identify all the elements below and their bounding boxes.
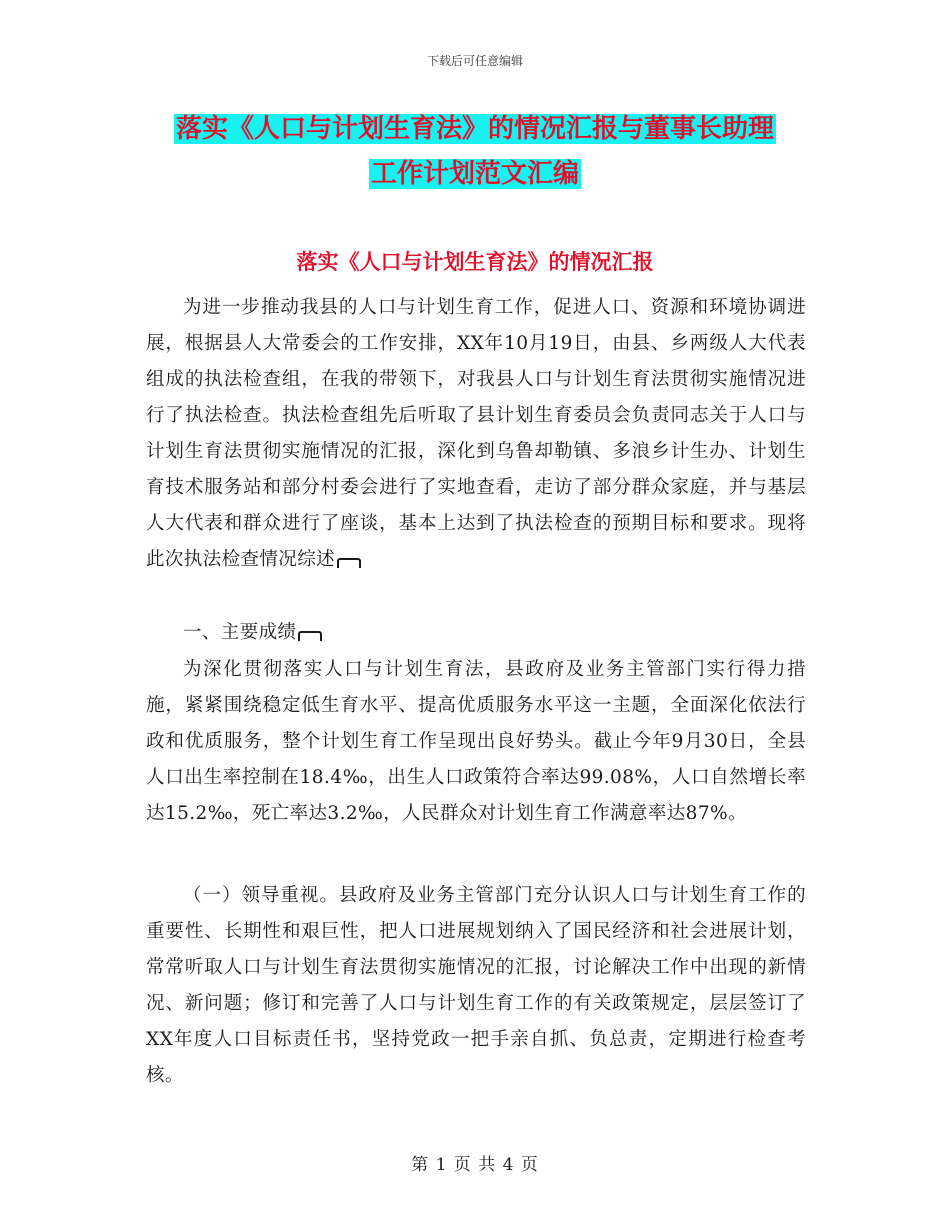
page-number-footer: 第 1 页 共 4 页 [411,1155,539,1175]
paragraph-heading-achievements [146,615,806,651]
document-title-line-1 [0,110,950,148]
line-break-mark-icon [298,631,322,641]
title-highlight-2: 工作计划范文汇编 [370,159,579,189]
paragraph-achievements-text: 为深化贯彻落实人口与计划生育法，县政府及业务主管部门实行得力措施，紧紧围绕稳定低生育水平、提高优质服务水平这一主题，全面深化依法行政和优质服务，整个计划生育工作呈现出良好势头。截止今年9月30日，全县人口出生率控制在18.4‰，出生人口政策符合率达99.08%，人口自然增长率达15.2‰，死亡率达3.2‰，人民群众对计划生育工作满意率达87%。 [146,659,806,824]
line-break-mark-icon [337,558,361,568]
paragraph-intro-text: 为进一步推动我县的人口与计划生育工作，促进人口、资源和环境协调进展，根据县人大常委会的工作安排，XX年10月19日，由县、乡两级人大代表组成的执法检查组，在我的带领下，对我县人口与计划生育法贯彻实施情况进行了执法检查。执法检查组先后听取了县计划生育委员会负责同志关于人口与计划生育法贯彻实施情况的汇报，深化到乌鲁却勒镇、多浪乡计生办、计划生育技术服务站和部分村委会进行了实地查看，走访了部分群众家庭，并与基层人大代表和群众进行了座谈，基本上达到了执法检查的预期目标和要求。现将此次执法检查情况综述 [146,297,806,570]
paragraph-intro [146,290,806,578]
title-highlight-1: 落实《人口与计划生育法》的情况汇报与董事长助理 [175,114,774,144]
paragraph-achievements [146,652,806,832]
document-title-line-2 [0,155,950,193]
section-title: 落实《人口与计划生育法》的情况汇报 [296,249,654,274]
paragraph-leadership-text: （一）领导重视。县政府及业务主管部门充分认识人口与计划生育工作的重要性、长期性和艰巨性，把人口进展规划纳入了国民经济和社会进展计划，常常听取人口与计划生育法贯彻实施情况的汇报，讨论解决工作中出现的新情况、新问题；修订和完善了人口与计划生育工作的有关政策规定，层层签订了XX年度人口目标责任书，坚持党政一把手亲自抓、负总责，定期进行检查考核。 [146,885,806,1086]
heading-achievements-text: 一、主要成绩 [183,622,297,643]
header-note: 下载后可任意编辑 [426,54,523,68]
paragraph-leadership [146,878,806,1094]
